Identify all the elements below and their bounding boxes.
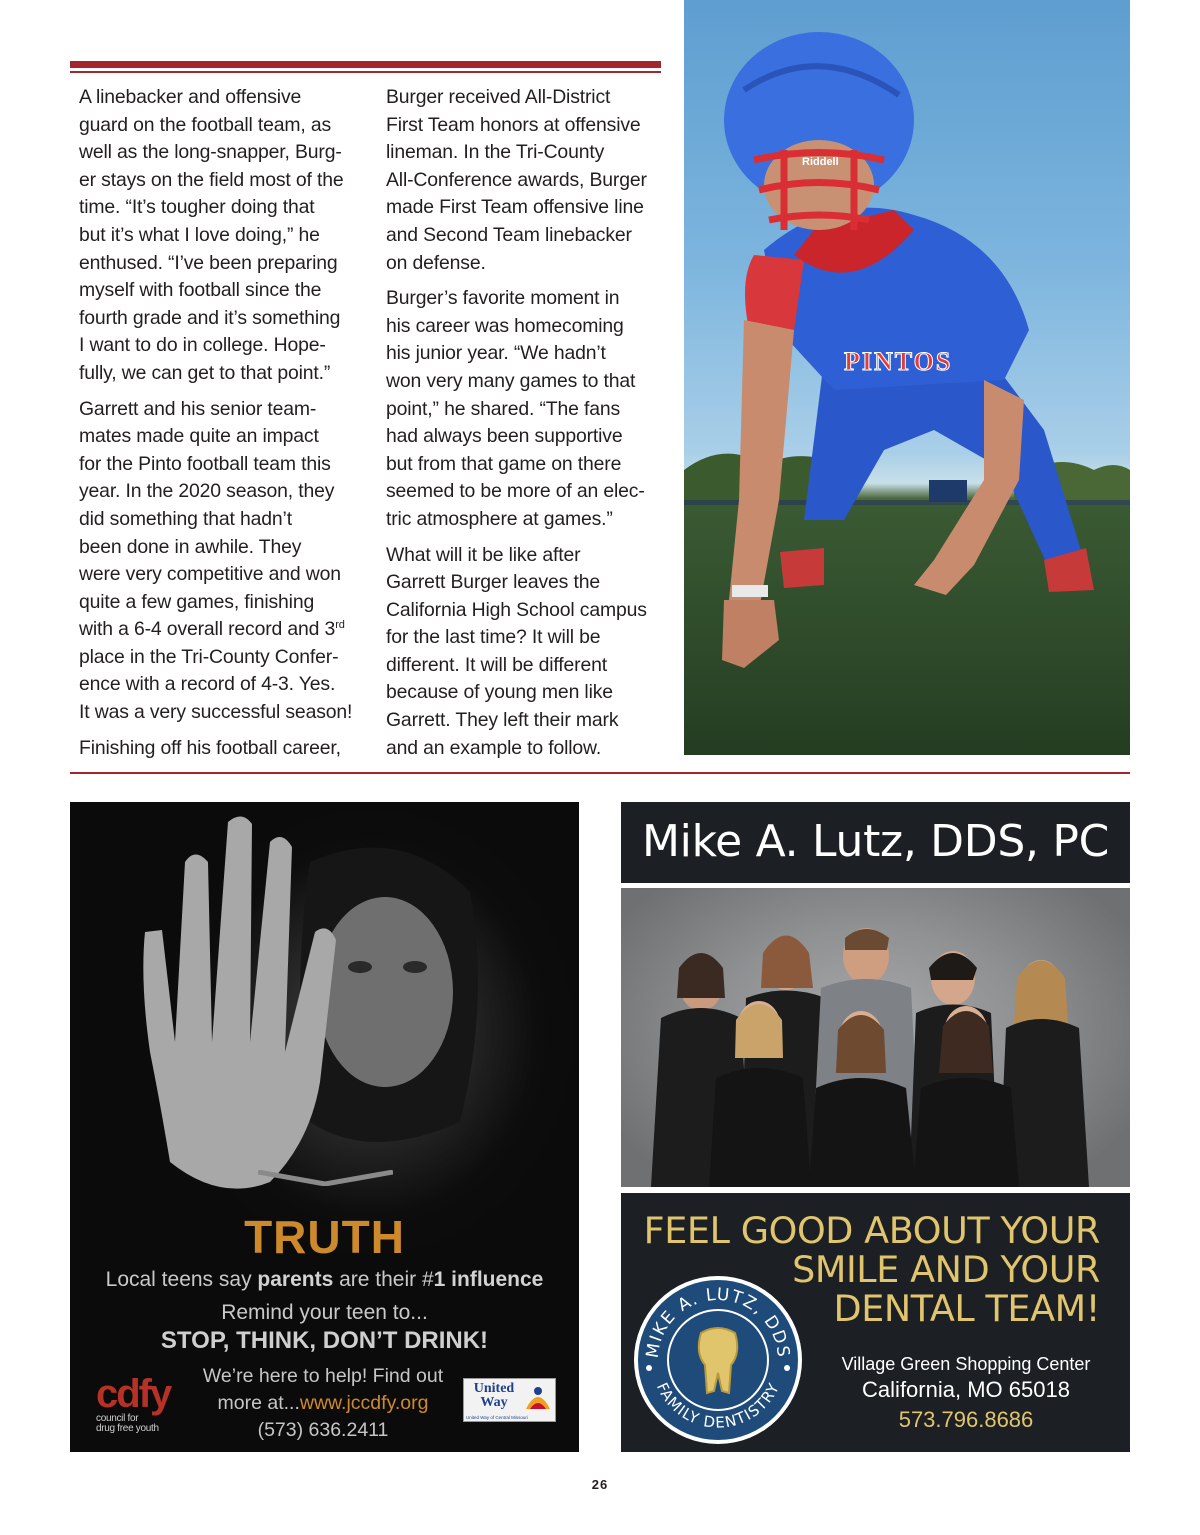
text-line: his junior year. “We hadn’t [386,342,606,365]
text-line: A linebacker and offensive [79,86,302,108]
text-line [79,616,369,644]
face [317,897,453,1087]
text-line: and Second Team linebacker [386,223,632,246]
record-text: with a 6-4 overall record and 3 [79,618,336,641]
text-line: Garrett and his senior team- [79,397,317,420]
phone-number: (573) 636.2411 [257,1419,389,1441]
text-line: seemed to be more of an elec- [386,480,645,503]
page-number: 26 [591,1477,609,1492]
paragraph [79,396,369,727]
dentist-phone: 573.796.8686 [898,1407,1034,1432]
text-line: quite a few games, finishing [79,590,315,613]
truth-line-1 [70,1268,579,1292]
help-url-line [188,1390,458,1417]
text-line: had always been supportive [386,425,623,448]
text-line: were very competitive and won [79,563,341,586]
dental-team-illustration [621,888,1130,1187]
chevron-down-icon [258,1170,393,1186]
text-line: All-Conference awards, Burger [386,168,647,191]
paragraph [386,285,666,533]
text-line: well as the long-snapper, Burg- [79,141,342,164]
text-line: mates made quite an impact [79,425,319,448]
text-span: are their # [333,1268,434,1291]
text-line: on defense. [386,251,486,274]
text-line: First Team honors at offensive [386,113,641,136]
girl-hand-illustration [70,802,579,1272]
text-line: er stays on the field most of the [79,168,344,191]
dentist-address-line-1: Village Green Shopping Center [841,1354,1091,1374]
text-line: Garrett Burger leaves the [386,571,600,594]
text-line: California High School campus [386,598,647,621]
section-divider [70,772,1130,774]
text-line: did something that hadn’t [79,507,292,530]
text-line: time. “It’s tougher doing that [79,196,315,219]
text-line: his career was homecoming [386,314,624,337]
wristband [732,585,768,597]
truth-title: TRUTH [244,1211,405,1263]
truth-slogan: STOP, THINK, DON’T DRINK! [160,1327,489,1354]
cdfy-logo [96,1374,186,1434]
text-line: but it’s what I love doing,” he [79,223,320,246]
top-rule-thin [70,71,661,73]
slogan-line: FEEL GOOD ABOUT YOUR [643,1209,1100,1252]
cdfy-wordmark: cdfy [96,1372,171,1416]
dentist-name: Mike A. Lutz, DDS, PC [641,816,1110,867]
ordinal-suffix: rd [335,619,345,632]
help-text: We’re here to help! Find out [202,1365,444,1387]
eye [403,961,427,973]
text-line: myself with football since the [79,279,322,302]
paragraph [79,84,369,388]
dentist-ad-header [621,802,1130,883]
text-line: Garrett. They left their mark [386,709,619,732]
dentist-address-line-2: California, MO 65018 [862,1377,1070,1402]
football-player-photo [684,0,1130,755]
helmet-brand-text: Riddell [802,156,839,168]
truth-contact [188,1363,458,1444]
text-span: more at... [217,1392,300,1414]
paragraph [386,84,666,277]
united-way-hand-icon [524,1383,552,1413]
cdfy-tagline: council for [96,1413,139,1424]
text-line: year. In the 2020 season, they [79,480,335,503]
text-line: Burger received All-District [386,86,611,108]
text-line: fully, we can get to that point.” [79,361,331,384]
bold-span: parents [257,1268,334,1291]
seal-bottom-text: FAMILY DENTISTRY [652,1379,784,1432]
shoe [780,548,824,588]
seal-top-text: MIKE A. LUTZ, DDS [642,1284,794,1360]
article-column-1 [79,84,369,770]
text-line: because of young men like [386,681,613,704]
united-way-tagline: United Way of Central Missouri [466,1415,528,1420]
sleeve [745,255,804,330]
slogan-line: DENTAL TEAM! [833,1287,1100,1330]
text-line: I want to do in college. Hope- [79,334,326,357]
scoreboard [929,480,967,502]
text-line: Burger’s favorite moment in [386,287,620,310]
text-line: guard on the football team, as [79,113,332,136]
text-line: won very many games to that [386,369,636,392]
top-rule-thick [70,61,661,68]
text-line: What will it be like after [386,543,581,566]
text-line: Finishing off his football career, [79,736,341,759]
text-line: ence with a record of 4-3. Yes. [79,673,336,696]
text-line: place in the Tri-County Confer- [79,645,339,668]
paragraph [386,542,666,763]
raised-hand [143,816,336,1188]
text-span: Local teens say [105,1268,258,1291]
bold-span: 1 influence [433,1268,544,1291]
dentist-seal-logo [631,1273,805,1447]
text-line: point,” he shared. “The fans [386,397,621,420]
article-column-2 [386,84,666,770]
text-line: different. It will be different [386,653,607,676]
dental-team-photo [621,888,1130,1187]
text-line: tric atmosphere at games.” [386,507,613,530]
text-line: for the Pinto football team this [79,452,331,475]
text-line: and an example to follow. [386,736,602,759]
jersey-text: PINTOS [844,347,953,376]
football-player-illustration [684,0,1130,755]
united-way-wordmark [468,1382,520,1410]
text-line: but from that game on there [386,452,622,475]
text-line: been done in awhile. They [79,535,302,558]
paragraph [79,735,369,763]
text-line: fourth grade and it’s something [79,306,341,329]
text-line: It was a very successful season! [79,701,353,724]
text-line: United [473,1381,515,1396]
eye [348,961,372,973]
slogan-line: SMILE AND YOUR [792,1248,1100,1291]
truth-ad [70,802,579,1452]
text-line: Way [480,1395,508,1410]
website-link[interactable]: www.jccdfy.org [299,1392,429,1414]
truth-line-2: Remind your teen to... [221,1301,428,1324]
dentist-ad-footer [621,1193,1130,1452]
text-line: enthused. “I’ve been preparing [79,251,338,274]
cdfy-tagline: drug free youth [96,1423,159,1434]
text-line: made First Team offensive line [386,196,644,219]
text-line: lineman. In the Tri-County [386,141,605,164]
text-line: for the last time? It will be [386,626,601,649]
united-way-logo [463,1378,556,1422]
